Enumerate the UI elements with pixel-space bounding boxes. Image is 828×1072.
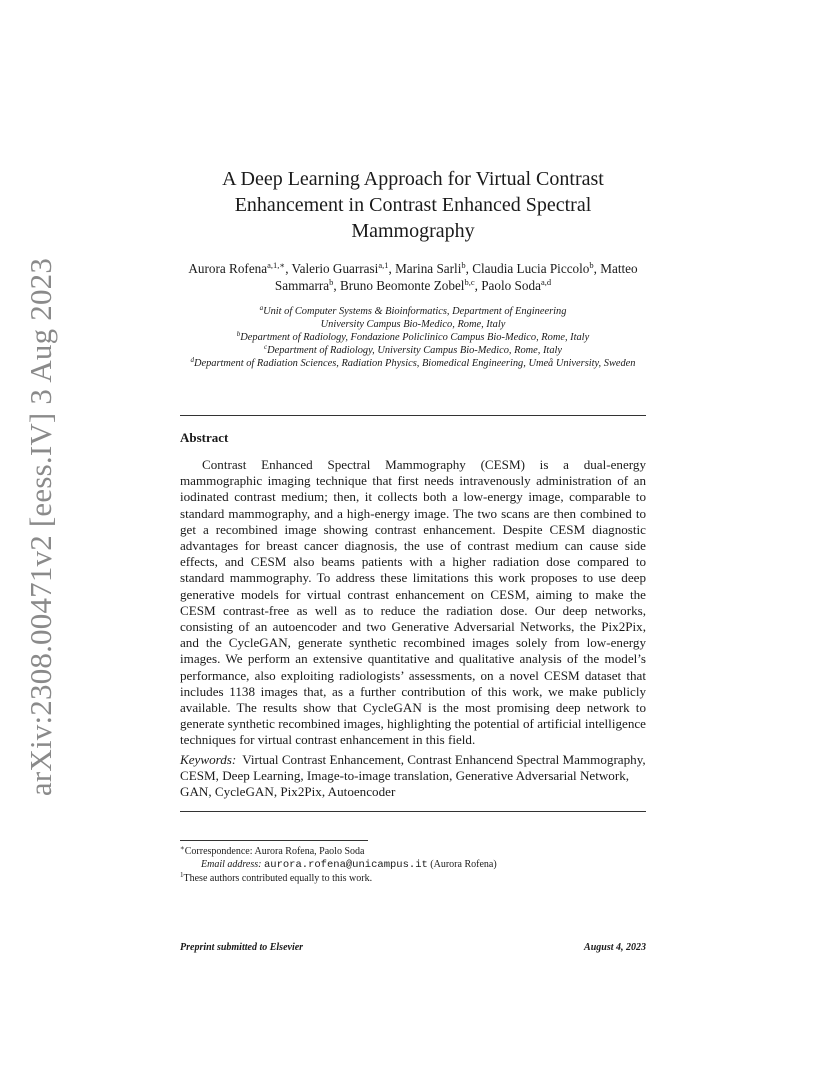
- affiliation-mark: d: [190, 356, 194, 364]
- title-line: Enhancement in Contrast Enhanced Spectral: [234, 194, 592, 216]
- author-name: Aurora Rofena: [188, 261, 268, 276]
- affiliation: $^d$Department of Radiation Sciences, Radiation Physics, Biomedical Engineering, Umeå University, Sweden: [190, 356, 636, 369]
- author-affil-mark: b: [329, 277, 334, 287]
- author-affil-mark: b: [461, 260, 466, 270]
- abstract-top-rule: [180, 415, 646, 416]
- author-affil-mark: a,1,∗: [267, 260, 286, 270]
- affiliation: $^c$Department of Radiology, University Campus Bio-Medico, Rome, Italy: [263, 343, 563, 356]
- abstract-heading: Abstract: [180, 430, 229, 445]
- author-list: Aurora Rofena$^{a,1,∗}$, Valerio Guarrasi$^{a,1}$, Marina Sarli$^b$, Claudia Lucia Piccolo$^b$, Matteo Sammarra$^b$, Bruno Beomonte Zobel$^{b,c}$, Paolo Soda$^{a,d}$: [188, 260, 638, 293]
- affiliation: $^b$Department of Radiology, Fondazione Policlinico Campus Bio-Medico, Rome, Italy: [236, 330, 590, 343]
- affiliations: [160, 305, 666, 370]
- affiliation-cont: University Campus Bio-Medico, Rome, Italy: [320, 319, 506, 330]
- footer-preprint-note: Preprint submitted to Elsevier: [180, 942, 304, 953]
- author-name: Bruno Beomonte Zobel: [339, 278, 465, 293]
- keywords-label: Keywords:: [180, 752, 237, 767]
- abstract-bottom-rule: [180, 811, 646, 812]
- author-name: Paolo Soda: [481, 278, 541, 293]
- footnotes: [180, 845, 646, 885]
- affiliation-mark: c: [263, 343, 268, 351]
- footer-date: August 4, 2023: [584, 942, 646, 953]
- arxiv-side-stamp: arXiv:2308.00471v2 [eess.IV] 3 Aug 2023: [23, 257, 58, 797]
- keywords: [180, 752, 646, 801]
- author-affil-mark: a,d: [540, 277, 552, 287]
- author-affil-mark: b: [589, 260, 594, 270]
- email-link[interactable]: aurora.rofena@unicampus.it: [263, 859, 428, 871]
- title-line: A Deep Learning Approach for Virtual Contrast: [222, 168, 604, 190]
- affiliation-mark: b: [236, 330, 241, 338]
- footnote-equal-contribution: $^1$These authors contributed equally to this work.: [180, 871, 373, 884]
- author-name: Matteo Sammarra: [274, 261, 638, 293]
- paper-title: [180, 166, 646, 244]
- author-name: Claudia Lucia Piccolo: [472, 261, 590, 276]
- footnote-email: Email address: aurora.rofena@unicampus.it (Aurora Rofena): [201, 859, 497, 871]
- affiliation: $^a$Unit of Computer Systems & Bioinformatics, Department of Engineering: [259, 304, 567, 317]
- footnote-rule: [180, 840, 368, 841]
- title-line: Mammography: [351, 220, 475, 242]
- abstract-body: Contrast Enhanced Spectral Mammography (CESM) is a dual-energy mammographic imaging technique that first needs intravenously administration of an iodinated contrast medium; then, it collects both a low-energy image, comparable to standard mammography, and a high-energy image. The two scans are then combined to get a recombined image showing contrast enhancement. Despite CESM diagnostic advantages for breast cancer diagnosis, the use of contrast medium can cause side effects, and CESM also beams patients with a higher radiation dose compared to standard mammography. To address these limitations this work proposes to use deep generative models for virtual contrast enhancement on CESM, aiming to make the CESM contrast-free as well as to reduce the radiation dose. Our deep networks, consisting of an autoencoder and two Generative Adversarial Networks, the Pix2Pix, and the CycleGAN, generate synthetic recombined images solely from low-energy images. We perform an extensive quantitative and qualitative analysis of the model’s performance, also exploiting radiologists’ assessments, on a novel CESM dataset that includes 1138 images that, as a further contribution of this work, we make publicly available. The results show that CycleGAN is the most promising deep network to generate synthetic recombined images, highlighting the potential of artificial intelligence techniques for virtual contrast enhancement in this field.: [180, 457, 646, 748]
- keywords-text: Virtual Contrast Enhancement, Contrast Enhancend Spectral Mammography, CESM, Deep Learning, Image-to-image translation, Generative Adversarial Network, GAN, CycleGAN, Pix2Pix, Autoencoder: [180, 752, 646, 800]
- footnote-correspondence: ∗Correspondence: Aurora Rofena, Paolo Soda: [180, 844, 365, 857]
- author-affil-mark: b,c: [464, 277, 475, 287]
- affiliation-mark: a: [259, 304, 264, 312]
- author-name: Valerio Guarrasi: [291, 261, 379, 276]
- author-affil-mark: a,1: [378, 260, 389, 270]
- author-name: Marina Sarli: [395, 261, 462, 276]
